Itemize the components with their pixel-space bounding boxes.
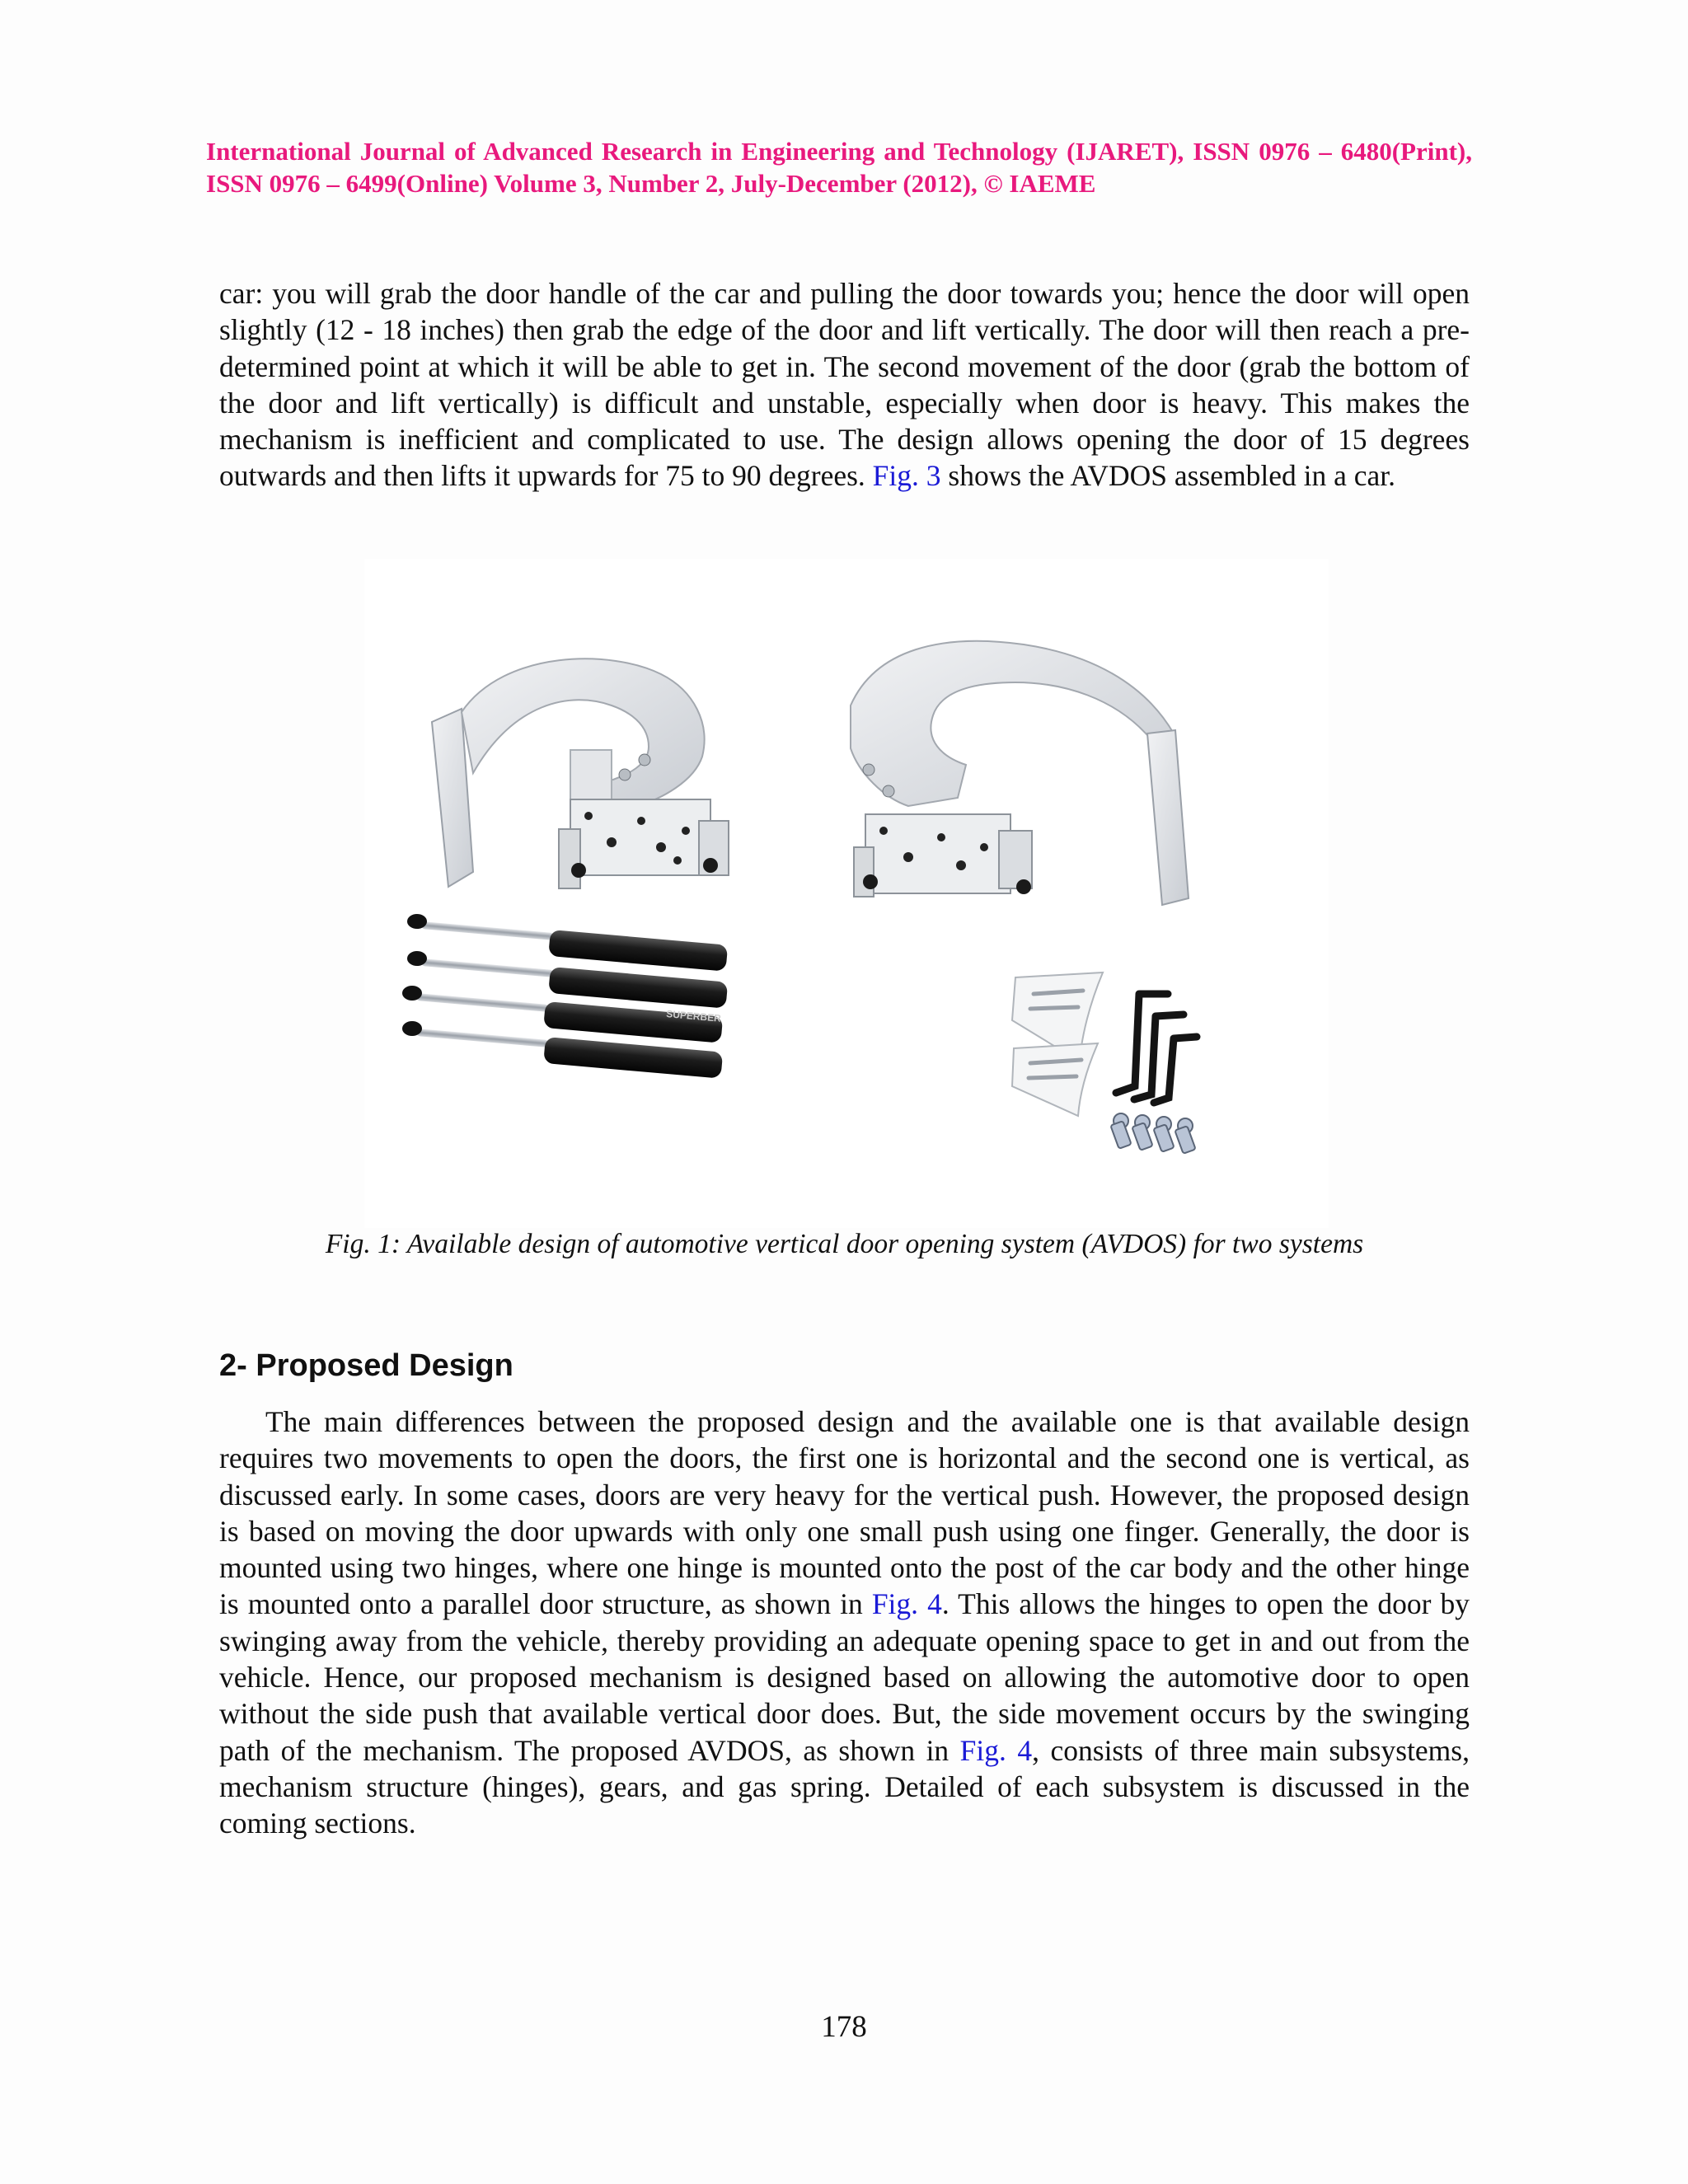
bolt-icon <box>1110 1113 1195 1154</box>
fig3-link[interactable]: Fig. 3 <box>872 459 941 493</box>
paragraph-intro <box>219 275 1470 494</box>
paragraph-text-c: , consists of three main subsystems, mechanism structure (hinges), gears, and gas spring. Detailed of each subsystem is discussed in the coming sections. <box>219 1733 1470 1840</box>
fig4-link[interactable]: Fig. 4 <box>959 1733 1033 1767</box>
paragraph-proposed-design <box>219 1404 1470 1842</box>
allen-key-icon <box>1116 994 1197 1103</box>
paragraph-text-a: The main differences between the proposed design and the available one is that available design requires two movements to open the doors, the first one is horizontal and the second one is vertical, as discussed early. In some cases, doors are very heavy for the vertical push. However, the proposed design is based on moving the door upwards with only one small push using one finger. Generally, the door is mounted using two hinges, where one hinge is mounted onto the post of the car body and the other hinge is mounted onto a parallel door structure, as shown in <box>219 1405 1470 1621</box>
figure-1-caption: Fig. 1: Available design of automotive vertical door opening system (AVDOS) for two systems <box>325 1229 1364 1259</box>
journal-header: International Journal of Advanced Research in Engineering and Technology (IJARET), ISSN 0976 – 6480(Print), ISSN 0976 – 6499(Online) Volume 3, Number 2, July-December (2012), © IAEME <box>206 137 1472 198</box>
left-hinge-icon <box>432 658 729 888</box>
page-number: 178 <box>821 2010 867 2044</box>
bracket-plate-icon <box>1012 972 1103 1116</box>
paragraph-intro-text: car: you will grab the door handle of the car and pulling the door towards you; hence the door will open slightly (12 - 18 inches) then grab the edge of the door and lift vertically. The door will then reach a pre-determined point at which it will be able to get in. The second movement of the door (grab the bottom of the door and lift vertically) is difficult and unstable, especially when door is heavy. This makes the mechanism is inefficient and complicated to use. The design allows opening the door of 15 degrees outwards and then lifts it upwards for 75 to 90 degrees. <box>219 277 1470 493</box>
section-heading: 2- Proposed Design <box>219 1348 513 1383</box>
figure-1-photo <box>364 559 1329 1228</box>
paragraph-text-b: . This allows the hinges to open the door by swinging away from the vehicle, thereby providing an adequate opening space to get in and out from the vehicle. Hence, our proposed mechanism is designed based on allowing the automotive door to open without the side push that available vertical door does. But, the side movement occurs by the swinging path of the mechanism. The proposed AVDOS, as shown in <box>219 1587 1470 1767</box>
right-hinge-icon <box>851 641 1189 905</box>
fig4-link[interactable]: Fig. 4 <box>871 1587 942 1621</box>
strut-label: SUPERBER <box>665 1008 722 1024</box>
paragraph-intro-end: shows the AVDOS assembled in a car. <box>948 459 1396 493</box>
